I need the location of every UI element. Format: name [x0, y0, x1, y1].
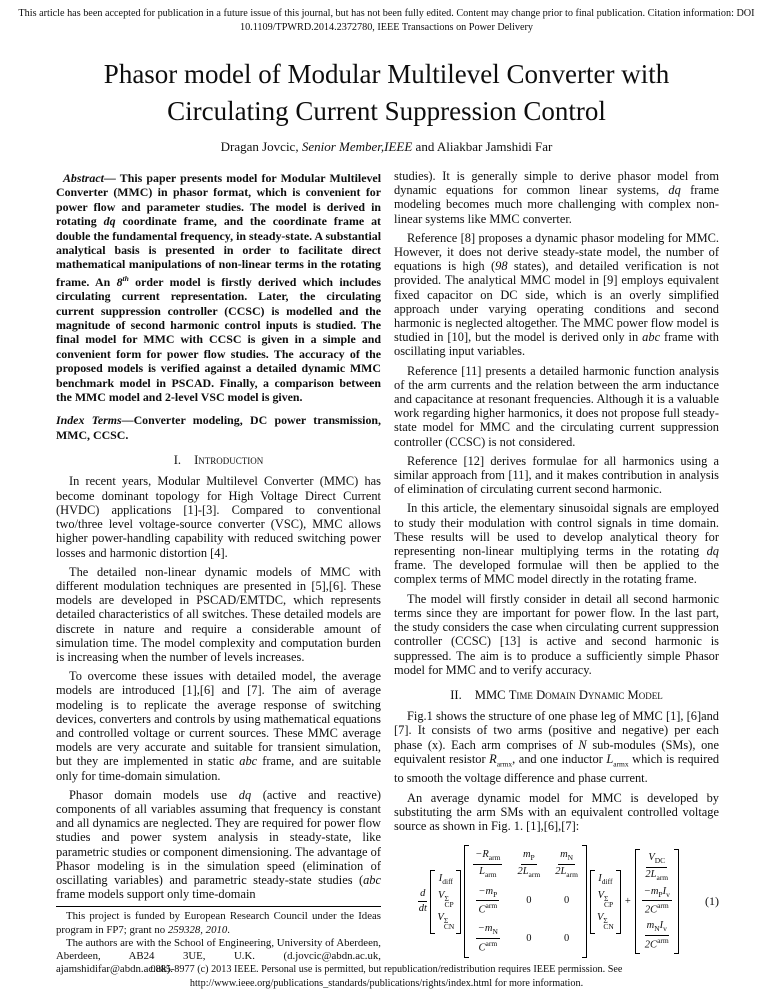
author-line — [0, 139, 773, 155]
acceptance-notice — [0, 7, 773, 34]
italic-N: N — [578, 737, 587, 752]
left-column — [56, 169, 381, 976]
paragraph-text: , and one inductor — [512, 751, 607, 766]
derivative-operator: $\frac{d}{dt}$ — [418, 888, 427, 915]
section-title-smallcaps: Time Domain Dynamic Model — [508, 687, 663, 702]
abstract-italic-8: 8 — [116, 274, 123, 289]
italic-98: 98 — [495, 259, 508, 274]
italic-dq: dq — [238, 787, 252, 802]
subscript-armx: armx — [613, 759, 629, 769]
paragraph: An average dynamic model for MMC is developed by substituting the arm SMs with an equivalent controlled voltage source as shown in Fig. 1. [1],[6],[7]: — [394, 790, 719, 833]
abstract-text: coordinate frame, and the coordinate frame at double the fundamental frequency, in steady-state. A substantial analytical basis is presented in order to facilitate direct mathematical manipulations of non-linear terms in the rotating frame. An — [56, 214, 381, 289]
abstract-text: order model is firstly derived which includes circulating current representation. Later, the circulating current suppression controller (CCSC) is modelled and the magnitude of second harmonic control inputs is studied. The final model for MMC with CCSC is given in a simple and convenient form for power flow studies. The accuracy of the proposed models is verified against a detailed dynamic MMC benchmark model in PSCAD. Finally, a comparison between the MMC model and 2-level VSC model is given. — [56, 274, 382, 405]
paragraph — [394, 169, 719, 226]
author-membership: Senior Member,IEEE — [301, 139, 413, 154]
equation-1 — [394, 845, 719, 958]
paper-title — [0, 56, 773, 130]
paper-title-line1: Phasor model of Modular Multilevel Converter with — [103, 59, 670, 89]
footnote-authors: The authors are with the School of Engineering, University of Aberdeen, Aberdeen, AB24 3UE, U.K. (d.jovcic@abdn.ac.uk, ajamshidifar@abdn.ac.uk). — [56, 936, 381, 976]
right-bracket — [616, 870, 621, 934]
footnote-funding — [56, 910, 381, 936]
paragraph-text: studies). It is generally simple to derive phasor model from dynamic equations for common linear systems, — [394, 169, 719, 198]
copyright-footer-line2: http://www.ieee.org/publications_standards/publications/rights/index.html for more information. — [189, 977, 584, 989]
abstract — [56, 171, 381, 404]
symbol-L-armx: L — [606, 751, 614, 766]
copyright-footer — [0, 963, 773, 990]
paragraph: The detailed non-linear dynamic models of MMC with different modulation techniques are presented in [5],[6]. These models are developed in PSCAD/EMTDC, which represents detailed characteristics of all switches. These detailed models are discrete in nature and require a considerable amount of simulation time. The model complexity and computation burden is increasing when the number of levels increases. — [56, 564, 381, 664]
paragraph-text: frame, and are suitable only for time-domain simulation. — [56, 754, 381, 783]
footnote-text: This project is funded by European Research Council under the Ideas program in FP7; grant no — [56, 910, 381, 936]
right-column — [394, 169, 719, 976]
paragraph-text: frame models support only time-domain — [56, 887, 256, 902]
italic-dq: dq — [706, 544, 719, 559]
abstract-italic-dq: dq — [103, 214, 116, 229]
paper-title-line2: Circulating Current Suppression Control — [167, 96, 606, 126]
equation-body — [394, 845, 703, 958]
paragraph-text: (active and reactive) components of all variables assuming that frequency is constant and all dynamics are neglected. They are required for power flow studies and power system analysis in steady-state, like parametric studies or component dimensioning. The advantage of Phasor modeling is in the simulation speed (elimination of oscillating variables) and parametric steady-state studies ( — [56, 787, 381, 887]
right-bracket — [582, 845, 587, 958]
paragraph: The model will firstly consider in detail all second harmonic terms since they are important for power flow. In the last part, the study considers the case when circulating current suppression controller (CCSC) [13] is active and second harmonic is suppressed. The aim is to produce a sufficiently simple Phasor model for MMC and to verify accuracy. — [394, 591, 719, 677]
abstract-text: This paper presents model for Modular Multilevel Converter (MMC) in phasor format, which is convenient for power flow and parameter studies. The model is derived in rotating — [56, 171, 381, 229]
right-bracket — [456, 870, 461, 934]
paragraph-text: Fig.1 shows the structure of one phase leg of MMC [1], [6]and [7]. It consists of two arms (positive and negative) per each phase (x). Each arm comprises of — [394, 709, 719, 752]
paragraph-text: frame modeling becomes much more challenging with complex non-linear systems like MMC converter. — [394, 183, 720, 226]
subscript-armx: armx — [496, 759, 513, 769]
paragraph: Reference [12] derives formulae for all harmonics using a similar approach from [11], and it makes contribution in analysis of elimination of circulating current second harmonic. — [394, 453, 719, 497]
section-number: I. — [173, 453, 182, 468]
paragraph-text: Phasor domain models use — [69, 787, 239, 802]
paragraph-text: frame. The developed formulae will then be applied to the complex terms of MMC model directly in the rotating frame. — [394, 558, 719, 587]
footnote-text: . — [227, 923, 230, 936]
paragraph: In recent years, Modular Multilevel Converter (MMC) has become dominant topology for High Voltage Direct Current (HVDC) applications [1]-[3]. Compared to conventional two/three level voltage-source converter (VSC), MMC allows higher power-handling capability with reduced switching power losses and harmonic distortion [4]. — [56, 474, 381, 560]
symbol-R-armx: R — [489, 751, 497, 766]
input-vector: $\frac{V_{DC}}{2L_{arm}}$ $\frac{-m_PI_v}{2C^{arm}}$ $\frac{m_NI_v}{2C^{arm}}$ — [635, 849, 679, 954]
author-name-1: Dragan Jovcic, — [220, 139, 302, 154]
system-matrix: $\frac{-R_{arm}}{L_{arm}}$ $\frac{m_P}{2L_{arm}}$ $\frac{m_N}{2L_{arm}}$ $\frac{-m_P}{C^{arm}}$ 0 0 $\frac{-m_N}{C^{arm}}$ 0 0 — [464, 845, 587, 958]
paragraph — [394, 709, 719, 785]
two-column-body — [56, 169, 720, 976]
right-bracket — [674, 849, 679, 954]
section-heading-mmc-model — [394, 688, 719, 702]
index-terms-label: Index Terms — [56, 413, 122, 428]
index-terms — [56, 413, 381, 442]
equation-number: (1) — [705, 893, 719, 908]
italic-dq: dq — [668, 183, 681, 198]
section-title: Introduction — [194, 453, 264, 468]
acceptance-notice-line2: 10.1109/TPWRD.2014.2372780, IEEE Transactions on Power Delivery — [239, 21, 534, 33]
section-heading-introduction — [56, 453, 381, 467]
paragraph-text: Reference [8] proposes a dynamic phasor modeling for MMC. However, it does not derive steady-state model, the number of equations is high ( — [394, 230, 719, 274]
paragraph-text: states), and detailed verification is not provided. The analytical MMC model in [9] employs equivalent fixed capacitor on DC side, which is an overly simplified approach under varying operating conditions and second harmonic is neglected altogether. The MMC power flow model is studied in [10], but the model is derived only in — [394, 259, 719, 345]
copyright-footer-line1: 0885-8977 (c) 2013 IEEE. Personal use is permitted, but republication/redistribution requires IEEE permission. See — [150, 964, 623, 975]
paragraph-text: sub-modules (SMs), one equivalent resistor — [394, 737, 719, 766]
state-vector-lhs: $I_{diff}$ V Σ CP V Σ CN — [430, 870, 461, 934]
abstract-superscript-th: th — [122, 273, 129, 283]
abstract-label: Abstract— — [63, 171, 116, 185]
paragraph — [394, 501, 719, 586]
italic-abc: abc — [239, 754, 258, 769]
index-terms-text: —Converter modeling, DC power transmission, MMC, CCSC. — [56, 413, 381, 442]
paragraph — [56, 669, 381, 783]
section-number: II. — [450, 687, 462, 702]
section-title: MMC — [474, 687, 509, 702]
paragraph-text: frame with oscillating input variables. — [394, 330, 719, 359]
footnote-grant-number: 259328, 2010 — [167, 923, 228, 936]
paragraph — [394, 231, 719, 359]
paragraph-text: which is required to smooth the voltage difference and phase current. — [394, 751, 720, 786]
paragraph-text: To overcome these issues with detailed model, the average models are introduced [1],[6] and [7]. The aim of average modeling is to replicate the average response of switching devices, converters and controls by using mathematical equations and controlled voltage or current sources. These MMC average models are very accurate and suitable for transient simulation, but they are implemented in static — [56, 669, 381, 769]
acceptance-notice-line1: This article has been accepted for publication in a future issue of this journal, but has not been fully edited. Content may change prior to final publication. Citation information: DOI — [18, 8, 755, 19]
paragraph — [56, 788, 381, 902]
italic-abc: abc — [642, 330, 661, 345]
state-vector-rhs: $I_{diff}$ V Σ CP V Σ CN — [590, 870, 621, 934]
paragraph-text: In this article, the elementary sinusoidal signals are employed to study their modulation with control signals in time domain. These results will be used to develop analytical theory for representing non-linear multiplying terms in the rotating — [394, 501, 719, 559]
italic-abc: abc — [363, 872, 381, 887]
plus-operator: + — [624, 895, 631, 907]
paragraph: Reference [11] presents a detailed harmonic function analysis of the arm currents and the relation between the arm inductance and capacitance at resonant frequencies. Although it is a valuable work regarding higher harmonics, it does not propose full steady-state model for MMC and the circulating current suppression controller (CCSC) is not considered. — [394, 363, 719, 449]
author-name-2: and Aliakbar Jamshidi Far — [412, 139, 553, 154]
